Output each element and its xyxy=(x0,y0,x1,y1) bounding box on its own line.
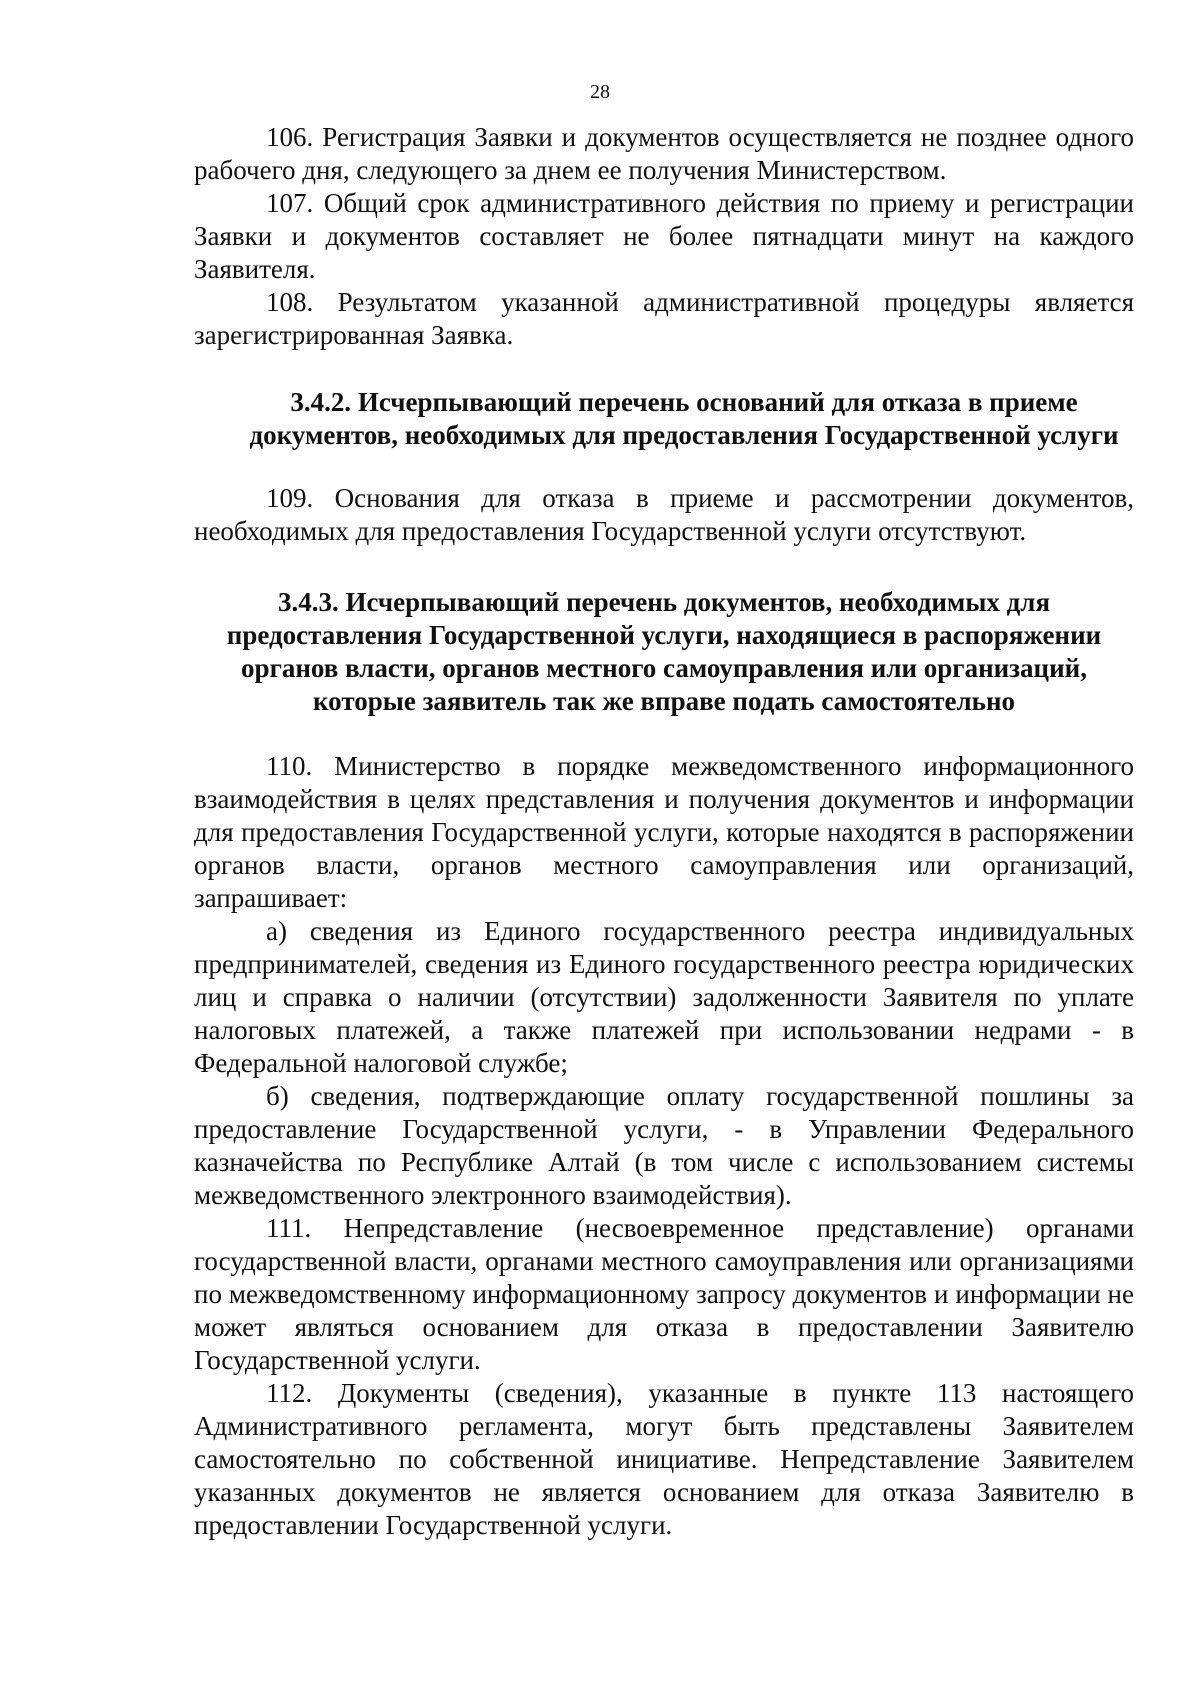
paragraph-107: 107. Общий срок административного действия по приему и регистрации Заявки и документов составляет не более пятнадцати минут на каждого Заявителя. xyxy=(194,188,1134,284)
paragraph-106: 106. Регистрация Заявки и документов осуществляется не позднее одного рабочего дня, следующего за днем ее получения Министерством. xyxy=(194,122,1134,185)
paragraph-108: 108. Результатом указанной административной процедуры является зарегистрированная Заявка. xyxy=(194,287,1134,350)
paragraph-110-item-b: б) сведения, подтверждающие оплату государственной пошлины за предоставление Государственной услуги, - в Управлении Федерального казначейства по Республике Алтай (в том числе с использованием системы межведомственного электронного взаимодействия). xyxy=(194,1081,1134,1210)
paragraph-112: 112. Документы (сведения), указанные в пункте 113 настоящего Административного регламента, могут быть представлены Заявителем самостоятельно по собственной инициативе. Непредставление Заявителем указанных документов не является основанием для отказа Заявителю в предоставлении Государственной услуги. xyxy=(194,1378,1134,1540)
page-number: 28 xyxy=(590,81,610,103)
paragraph-110-item-a: а) сведения из Единого государственного реестра индивидуальных предпринимателей, сведения из Единого государственного реестра юридических лиц и справка о наличии (отсутствии) задолженности Заявителя по уплате налоговых платежей, а также платежей при использовании недрами - в Федеральной налоговой службе; xyxy=(194,916,1134,1078)
document-body xyxy=(194,121,1134,1542)
paragraph-110: 110. Министерство в порядке межведомственного информационного взаимодействия в целях представления и получения документов и информации для предоставления Государственной услуги, которые находятся в распоряжении органов власти, органов местного самоуправления или организаций, запрашивает: xyxy=(194,751,1134,913)
paragraph-111: 111. Непредставление (несвоевременное представление) органами государственной власти, органами местного самоуправления или организациями по межведомственному информационному запросу документов и информации не может являться основанием для отказа в предоставлении Заявителю Государственной услуги. xyxy=(194,1213,1134,1375)
section-heading-3-4-3: 3.4.3. Исчерпывающий перечень документов, необходимых для предоставления Государственной услуги, находящиеся в распоряжении органов власти, органов местного самоуправления или организаций, которые заявитель так же вправе подать самостоятельно xyxy=(226,587,1102,716)
section-heading-3-4-2: 3.4.2. Исчерпывающий перечень оснований для отказа в приеме документов, необходимых для предоставления Государственной услуги xyxy=(249,387,1119,450)
paragraph-109: 109. Основания для отказа в приеме и рассмотрении документов, необходимых для предоставления Государственной услуги отсутствуют. xyxy=(194,483,1134,546)
